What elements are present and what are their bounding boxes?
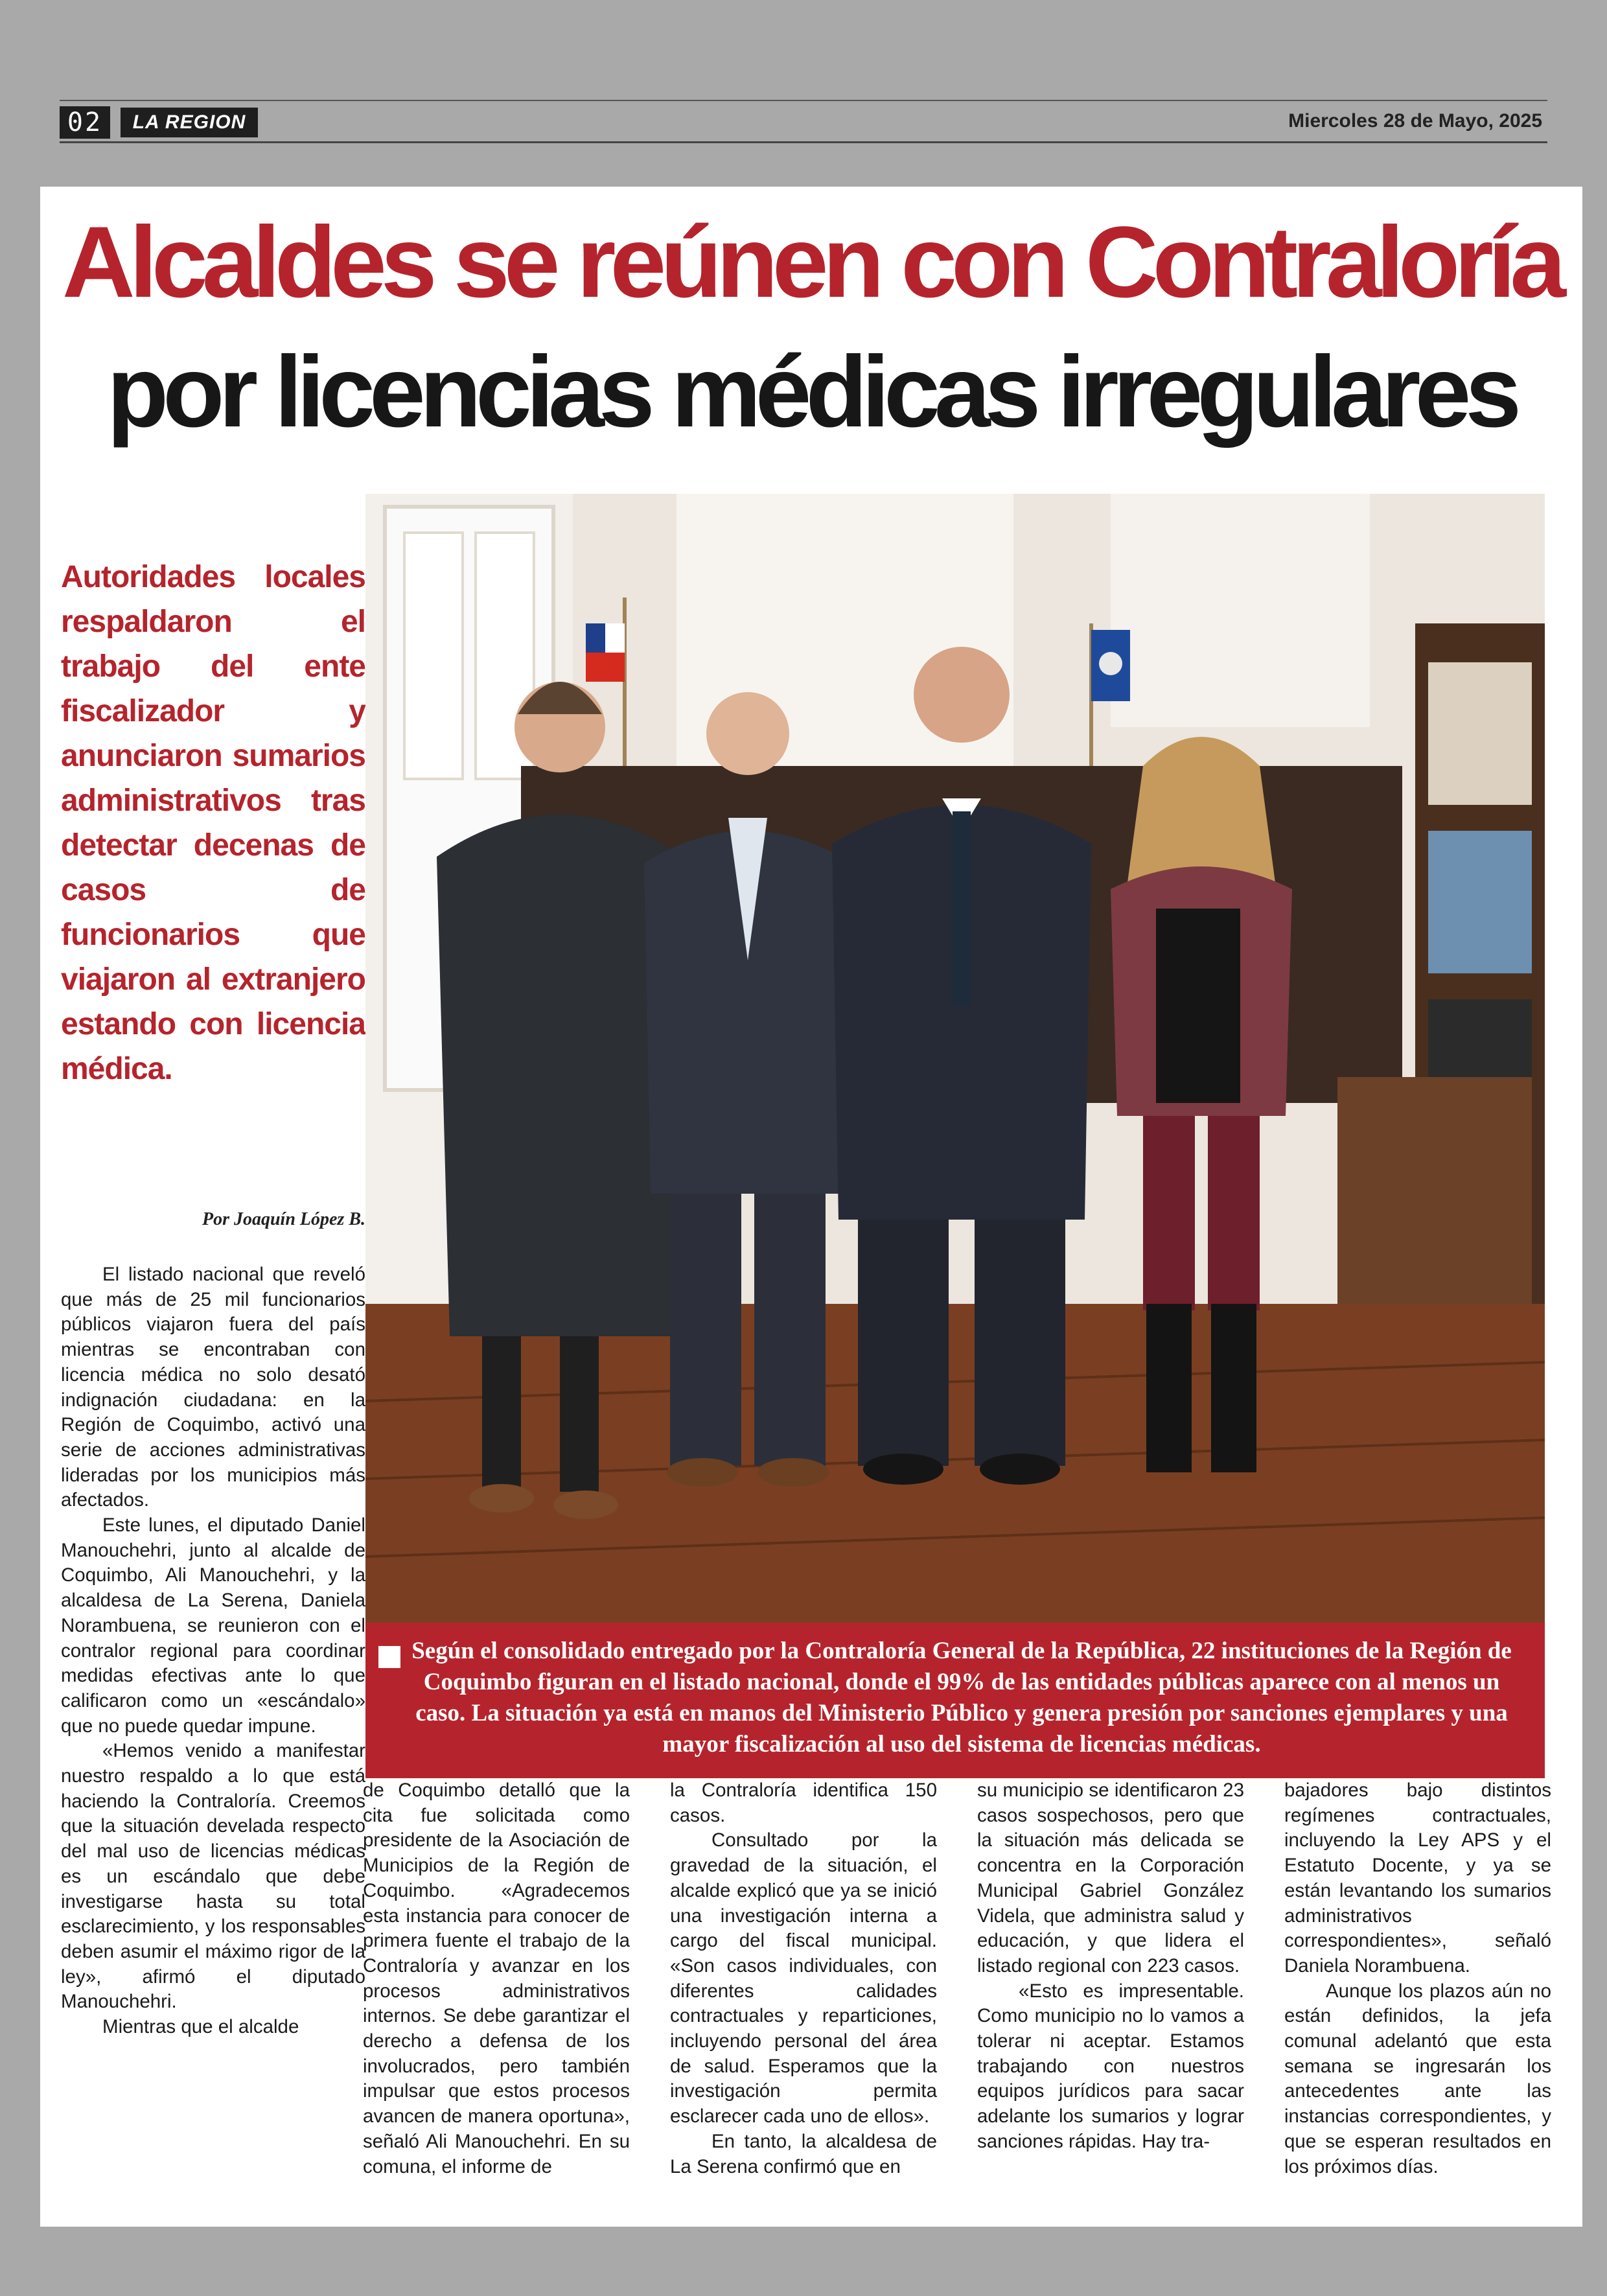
paragraph: de Coquimbo detalló que la cita fue solicitada como presidente de la Asociación de Municipios de la Región de Coquimbo. «Agradecemos esta instancia para conocer de primera fuente el trabajo de la Contraloría y avanzar en los procesos administrativos internos. Se debe garantizar el derecho a defensa de los involucrados, pero también impulsar que estos procesos avancen de manera oportuna», señaló Ali Manouchehri. En su comuna, el informe de bbox=[363, 1780, 630, 2177]
headline-line-2: por licencias médicas irregulares bbox=[106, 336, 1516, 448]
article-column-3 bbox=[670, 1778, 937, 2179]
paragraph: la Contraloría identifica 150 casos. bbox=[670, 1780, 937, 1826]
article-column-1 bbox=[61, 1262, 365, 2040]
paragraph: «Esto es impresentable. Como municipio no lo vamos a tolerar ni aceptar. Estamos trabajando con nuestros equipos jurídicos para sacar adelante los sumarios y lograr sanciones rápidas. Hay tra- bbox=[977, 1980, 1244, 2152]
paragraph: Este lunes, el diputado Daniel Manouchehri, junto al alcalde de Coquimbo, Ali Manouchehri, y la alcaldesa de La Serena, Daniela Norambuena, se reunieron con el contralor regional para coordinar medidas efectivas ante lo que calificaron como un «escándalo» que no puede quedar impune. bbox=[61, 1514, 365, 1737]
paragraph: El listado nacional que reveló que más de 25 mil funcionarios públicos viajaron fuera del país mientras se encontraban con licencia médica no solo desató indignación ciudadana: en la Región de Coquimbo, activó una serie de acciones administrativas lideradas por los municipios más afectados. bbox=[61, 1264, 365, 1511]
header-rule-top bbox=[60, 100, 1547, 101]
header-rule-bottom bbox=[60, 141, 1547, 143]
publication-name: LA REGION bbox=[121, 108, 258, 137]
paragraph: Mientras que el alcalde bbox=[102, 2016, 299, 2038]
paragraph: su municipio se identificaron 23 casos sospechosos, pero que la situación más delicada se concentra en la Corporación Municipal Gabriel González Videla, que administra salud y educación, y que lidera el listado regional con 223 casos. bbox=[977, 1780, 1244, 1977]
caption-text: Según el consolidado entregado por la Contraloría General de la República, 22 instituciones de la Región de Coquimbo figuran en el listado nacional, donde el 99% de las entidades públicas aparece con al menos un caso. La situación ya está en manos del Ministerio Público y genera presión por sanciones ejemplares y una mayor fiscalización al uso del sistema de licencias médicas. bbox=[411, 1638, 1512, 1757]
paragraph: «Hemos venido a manifestar nuestro respaldo a lo que está haciendo la Contraloría. Creemos que la situación develada respecto del mal uso de licencias médicas es un escándalo que debe investigarse hasta su total esclarecimiento, y los responsables deben asumir el máximo rigor de la ley», afirmó el diputado Manouchehri. bbox=[61, 1740, 365, 2013]
headline-line-1: Alcaldes se reúnen con Contraloría bbox=[62, 206, 1561, 319]
issue-date: Miercoles 28 de Mayo, 2025 bbox=[1288, 110, 1542, 132]
caption-bullet bbox=[378, 1646, 400, 1668]
article-photo bbox=[365, 494, 1545, 1623]
article-column-5 bbox=[1284, 1778, 1551, 2179]
newspaper-page bbox=[40, 187, 1582, 2227]
article-column-2 bbox=[363, 1778, 630, 2179]
paragraph: Aunque los plazos aún no están definidos, la jefa comunal adelantó que esta semana se ingresarán los antecedentes ante las instancias correspondientes, y que se esperan resultados en los próximos días. bbox=[1284, 1980, 1551, 2177]
paragraph: En tanto, la alcaldesa de La Serena confirmó que en bbox=[670, 2130, 937, 2177]
paragraph: bajadores bajo distintos regímenes contractuales, incluyendo la Ley APS y el Estatuto Docente, y ya se están levantando los sumarios administrativos correspondientes», señaló Daniela Norambuena. bbox=[1284, 1780, 1551, 1977]
byline: Por Joaquín López B. bbox=[202, 1209, 365, 1229]
page-number: 02 bbox=[60, 106, 110, 139]
article-deck: Autoridades locales respaldaron el trabajo del ente fiscalizador y anunciaron sumarios administrativos tras detectar decenas de casos de funcionarios que viajaron al extranjero estando con licencia médica. bbox=[61, 560, 365, 1086]
paragraph: Consultado por la gravedad de la situación, el alcalde explicó que ya se inició una investigación interna a cargo del fiscal municipal. «Son casos individuales, con diferentes calidades contractuales y reparticiones, incluyendo personal del área de salud. Esperamos que la investigación permita esclarecer cada uno de ellos». bbox=[670, 1829, 937, 2128]
article-column-4 bbox=[977, 1778, 1244, 2155]
photo-caption bbox=[365, 1623, 1545, 1778]
